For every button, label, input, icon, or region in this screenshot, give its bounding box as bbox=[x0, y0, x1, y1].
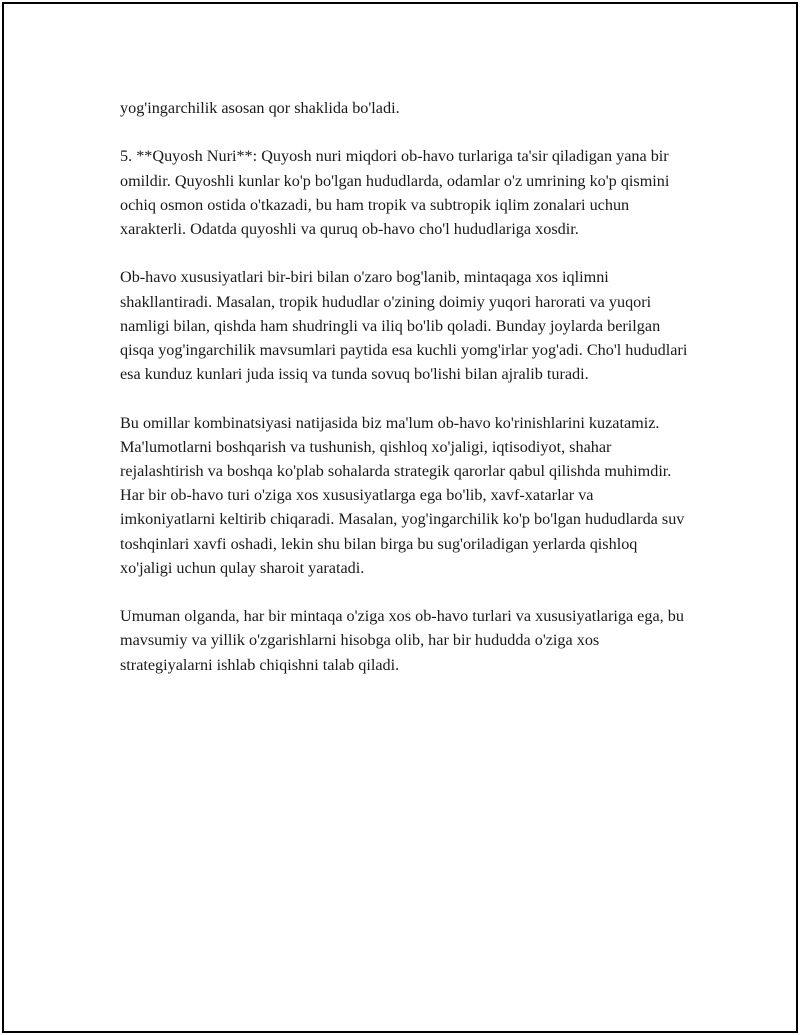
paragraph-factors-combination: Bu omillar kombinatsiyasi natijasida biz ma'lum ob-havo ko'rinishlarini kuzatamiz. Ma'lumotlarni boshqarish va tushunish, qishloq xo'jaligi, iqtisodiyot, shahar rejalashtirish va boshqa ko'plab sohalarda strategik qarorlar qabul qilishda muhimdir. Har bir ob-havo turi o'ziga xos xususiyatlarga ega bo'lib, xavf-xatarlar va imkoniyatlarni keltirib chiqaradi. Masalan, yog'ingarchilik ko'p bo'lgan hududlarda suv toshqinlari xavfi oshadi, lekin shu bilan birga bu sug'oriladigan yerlarda qishloq xo'jaligi uchun qulay sharoit yaratadi. bbox=[120, 413, 685, 577]
paragraph-weather-features: Ob-havo xususiyatlari bir-biri bilan o'zaro bog'lanib, mintaqaga xos iqlimni shakllantiradi. Masalan, tropik hududlar o'zining doimiy yuqori harorati va yuqori namligi bilan, qishda ham shudringli va iliq bo'lib qoladi. Bunday joylarda berilgan qisqa yog'ingarchilik mavsumlari paytida esa kuchli yomg'irlar yog'adi. Cho'l hududlari esa kunduz kunlari juda issiq va tunda sovuq bo'lishi bilan ajralib turadi. bbox=[120, 268, 688, 384]
paragraph-continuation: yog'ingarchilik asosan qor shaklida bo'ladi. bbox=[120, 99, 400, 117]
paragraph-conclusion: Umuman olganda, har bir mintaqa o'ziga xos ob-havo turlari va xususiyatlariga ega, bu mavsumiy va yillik o'zgarishlarni hisobga olib, har bir hududda o'ziga xos strategiyalarni ishlab chiqishni talab qiladi. bbox=[120, 607, 684, 674]
paragraph-sunlight: 5. **Quyosh Nuri**: Quyosh nuri miqdori ob-havo turlariga ta'sir qiladigan yana bir omildir. Quyoshli kunlar ko'p bo'lgan hududlarda, odamlar o'z umrining ko'p qismini ochiq osmon ostida o'tkazadi, bu ham tropik va subtropik iqlim zonalari uchun xarakterli. Odatda quyoshli va quruq ob-havo cho'l hududlariga xosdir. bbox=[120, 147, 670, 238]
document-page bbox=[2, 2, 798, 1033]
document-body bbox=[120, 96, 692, 701]
